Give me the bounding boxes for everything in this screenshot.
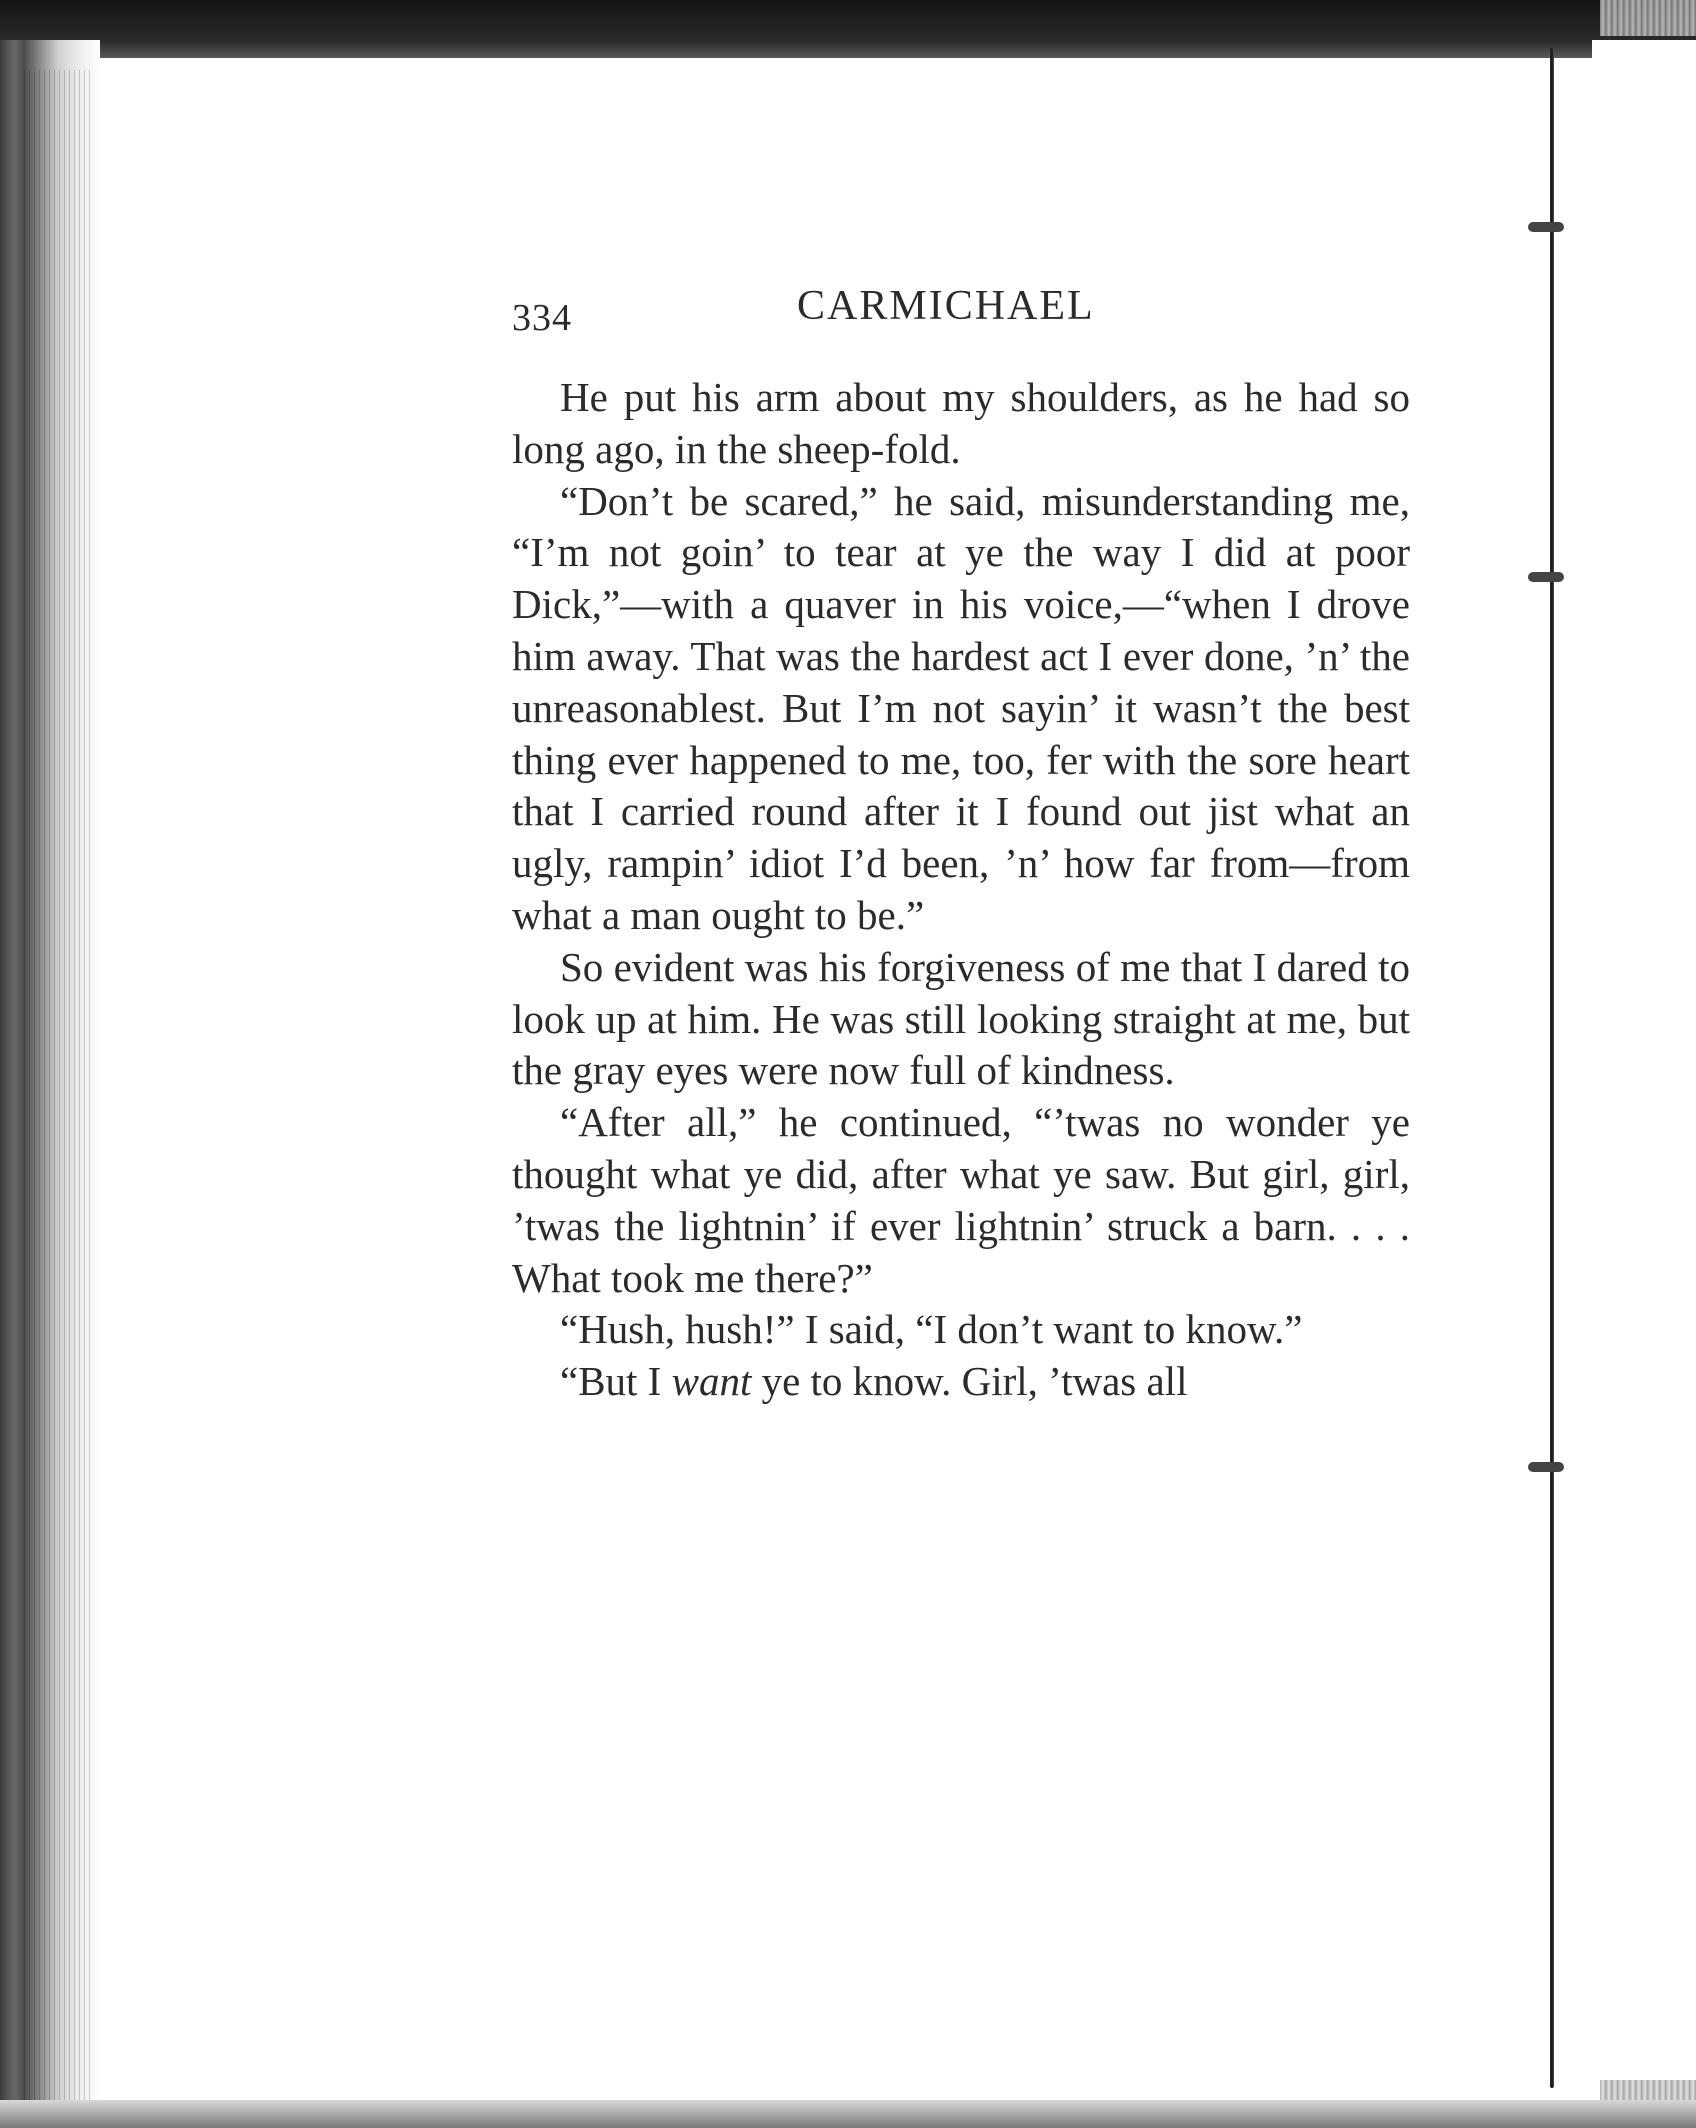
facing-page-edge xyxy=(1592,40,1696,2128)
page-clip xyxy=(1528,222,1564,232)
italic-emphasis: want xyxy=(671,1358,752,1405)
paragraph: He put his arm about my shoulders, as he had so long ago, in the sheep-fold. xyxy=(512,374,1410,472)
scanner-background-bottom xyxy=(0,2100,1696,2128)
page-edges xyxy=(24,70,94,2110)
paragraph xyxy=(512,1356,1410,1408)
paragraph-text: ye to know. Girl, ’twas all xyxy=(751,1358,1188,1405)
page-fold-line xyxy=(1550,48,1554,2088)
paragraph: “Hush, hush!” I said, “I don’t want to know.” xyxy=(560,1306,1303,1353)
scanner-background-top xyxy=(0,0,1696,58)
running-title: CARMICHAEL xyxy=(797,283,1095,329)
page-clip xyxy=(1528,572,1564,582)
printed-page xyxy=(512,276,1412,1405)
paragraph-text: “But I xyxy=(560,1358,672,1405)
body-text xyxy=(512,372,1410,1408)
paragraph: “Don’t be scared,” he said, misunderstanding me, “I’m not goin’ to tear at ye the way I did at poor Dick,”—with a quaver in his voice,—“when I drove him away. That was the hardest act I ever done, ’n’ the unreasonablest. But I’m not sayin’ it wasn’t the best thing ever happened to me, too, fer with the sore heart that I carried round after it I found out jist what an ugly, rampin’ idiot I’d been, ’n’ how far from—from what a man ought to be.” xyxy=(512,477,1410,938)
scanner-edge-mark xyxy=(1600,0,1696,36)
running-head xyxy=(512,276,1412,346)
page-number: 334 xyxy=(512,297,572,339)
paragraph: So evident was his forgiveness of me that I dared to look up at him. He was still looking straight at me, but the gray eyes were now full of kindness. xyxy=(512,943,1410,1094)
paragraph: “After all,” he continued, “’twas no wonder ye thought what ye did, after what ye saw. But girl, girl, ’twas the lightnin’ if ever lightnin’ struck a barn. . . . What took me there?” xyxy=(512,1099,1410,1301)
page-clip xyxy=(1528,1462,1564,1472)
